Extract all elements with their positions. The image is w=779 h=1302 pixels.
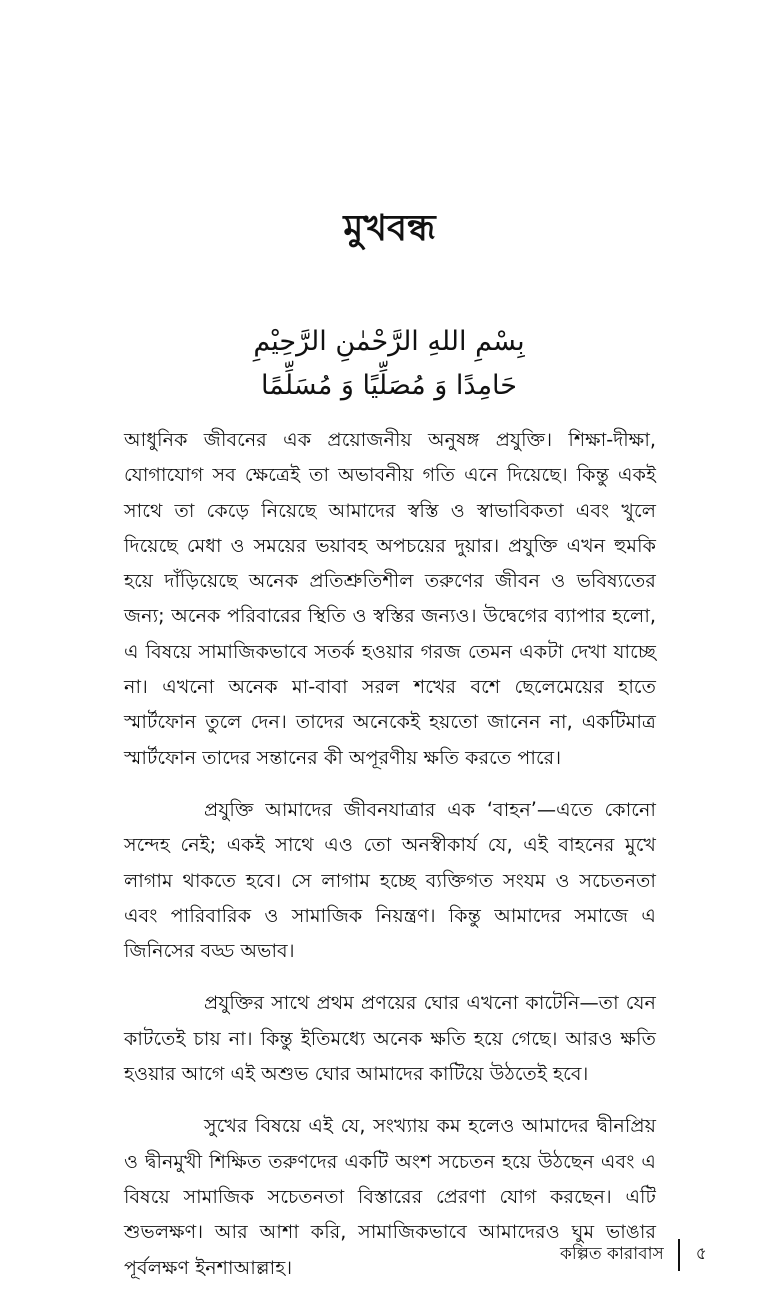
arabic-invocation [120,320,658,408]
paragraph-4: সুখের বিষয়ে এই যে, সংখ্যায় কম হলেও আমাদের দ্বীনপ্রিয় ও দ্বীনমুখী শিক্ষিত তরুণদের একটি অংশ সচেতন হয়ে উঠছেন এবং এ বিষয়ে সামাজিক সচেতনতা বিস্তারের প্রেরণা যোগ করছেন। এটি শুভলক্ষণ। আর আশা করি, সামাজিকভাবে আমাদেরও ঘুম ভাঙার পূর্বলক্ষণ ইনশাআল্লাহ। [124,1114,656,1279]
page-number: ৫ [695,1244,707,1264]
page-footer [560,1239,707,1271]
paragraph-1: আধুনিক জীবনের এক প্রয়োজনীয় অনুষঙ্গ প্রযুক্তি। শিক্ষা-দীক্ষা, যোগাযোগ সব ক্ষেত্রেই তা অভাবনীয় গতি এনে দিয়েছে। কিন্তু একই সাথে তা কেড়ে নিয়েছে আমাদের স্বস্তি ও স্বাভাবিকতা এবং খুলে দিয়েছে মেধা ও সময়ের ভয়াবহ অপচয়ের দুয়ার। প্রযুক্তি এখন হুমকি হয়ে দাঁড়িয়েছে অনেক প্রতিশ্রুতিশীল তরুণের জীবন ও ভবিষ্যতের জন্য; অনেক পরিবারের স্থিতি ও স্বস্তির জন্যও। উদ্বেগের ব্যাপার হলো, এ বিষয়ে সামাজিকভাবে সতর্ক হওয়ার গরজ তেমন একটা দেখা যাচ্ছে না। এখনো অনেক মা-বাবা সরল শখের বশে ছেলেমেয়ের হাতে স্মার্টফোন তুলে দেন। তাদের অনেকেই হয়তো জানেন না, একটিমাত্র স্মার্টফোন তাদের সন্তানের কী অপূরণীয় ক্ষতি করতে পারে। [124,428,656,769]
footer-book-title: কল্পিত কারাবাস [560,1244,664,1264]
page-title: মুখবন্ধ [343,208,436,249]
bismillah-line: بِسْمِ اللهِ الرَّحْمٰنِ الرَّحِيْمِ [253,326,525,357]
paragraph-2: প্রযুক্তি আমাদের জীবনযাত্রার এক ‘বাহন’—এতে কোনো সন্দেহ নেই; একই সাথে এও তো অনস্বীকার্য যে, এই বাহনের মুখে লাগাম থাকতে হবে। সে লাগাম হচ্ছে ব্যক্তিগত সংযম ও সচেতনতা এবং পারিবারিক ও সামাজিক নিয়ন্ত্রণ। কিন্তু আমাদের সমাজে এ জিনিসের বড্ড অভাব। [124,797,656,963]
paragraph-3: প্রযুক্তির সাথে প্রথম প্রণয়ের ঘোর এখনো কাটেনি—তা যেন কাটতেই চায় না। কিন্তু ইতিমধ্যে অনেক ক্ষতি হয়ে গেছে। আরও ক্ষতি হওয়ার আগে এই অশুভ ঘোর আমাদের কাটিয়ে উঠতেই হবে। [124,991,656,1086]
salutation-line: حَامِدًا وَ مُصَلِّيًا وَ مُسَلِّمًا [261,370,517,401]
body-text [124,422,656,1302]
footer-divider [678,1239,680,1271]
